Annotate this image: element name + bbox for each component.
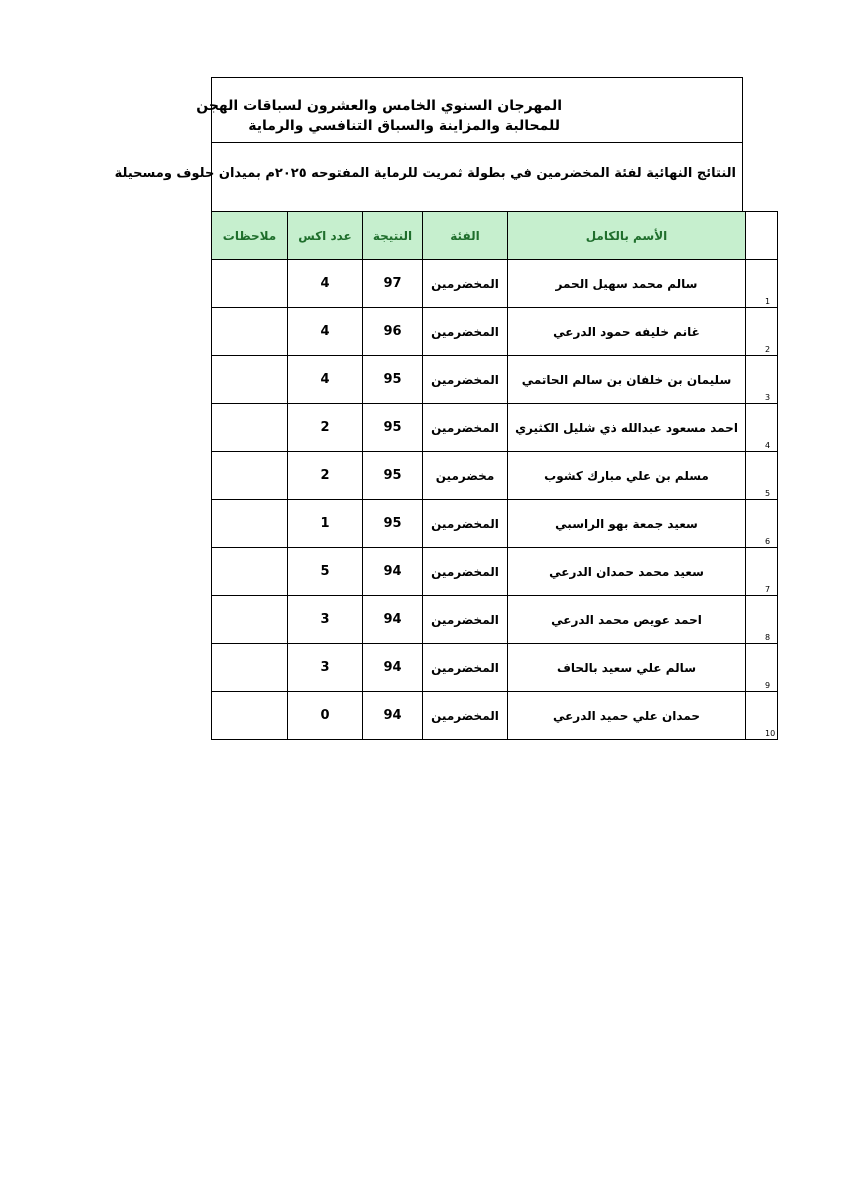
x-count-cell: 3 [288, 644, 363, 692]
category-cell: المخضرمين [423, 692, 508, 740]
score-cell: 97 [363, 260, 423, 308]
table-row [212, 644, 778, 692]
header-notes: ملاحظات [212, 212, 288, 260]
x-count-cell: 1 [288, 500, 363, 548]
row-number: 3 [765, 393, 771, 402]
results-table [211, 211, 778, 740]
results-heading-box [114, 142, 743, 212]
festival-subtitle: للمحالبة والمزاينة والسباق التنافسي والرماية [248, 118, 560, 134]
row-number: 6 [765, 537, 771, 546]
index-cell [746, 644, 778, 692]
row-number: 10 [765, 729, 776, 738]
x-count-cell: 4 [288, 356, 363, 404]
x-count-cell: 0 [288, 692, 363, 740]
category-cell: المخضرمين [423, 596, 508, 644]
table-row [212, 500, 778, 548]
table-header-row [212, 212, 778, 260]
name-cell: سالم محمد سهيل الحمر [508, 260, 746, 308]
index-cell [746, 548, 778, 596]
category-cell: المخضرمين [423, 548, 508, 596]
table-row [212, 308, 778, 356]
row-number: 7 [765, 585, 771, 594]
name-cell: مسلم بن علي مبارك كشوب [508, 452, 746, 500]
table-row [212, 692, 778, 740]
category-cell: المخضرمين [423, 500, 508, 548]
row-number: 1 [765, 297, 771, 306]
x-count-cell: 2 [288, 452, 363, 500]
x-count-cell: 5 [288, 548, 363, 596]
table-row [212, 404, 778, 452]
notes-cell [212, 308, 288, 356]
table-row [212, 260, 778, 308]
category-cell: مخضرمين [423, 452, 508, 500]
name-cell: غانم خليفه حمود الدرعي [508, 308, 746, 356]
score-cell: 94 [363, 596, 423, 644]
index-cell [746, 452, 778, 500]
score-cell: 94 [363, 548, 423, 596]
category-cell: المخضرمين [423, 308, 508, 356]
table-row [212, 596, 778, 644]
name-cell: سليمان بن خلفان بن سالم الحاتمي [508, 356, 746, 404]
x-count-cell: 4 [288, 260, 363, 308]
row-number: 8 [765, 633, 771, 642]
index-cell [746, 404, 778, 452]
name-cell: سالم علي سعيد بالحاف [508, 644, 746, 692]
notes-cell [212, 692, 288, 740]
score-cell: 94 [363, 644, 423, 692]
title-box [196, 77, 743, 143]
notes-cell [212, 356, 288, 404]
index-cell [746, 500, 778, 548]
row-number: 5 [765, 489, 771, 498]
score-cell: 95 [363, 356, 423, 404]
row-number: 9 [765, 681, 771, 690]
table-row [212, 356, 778, 404]
header-index [746, 212, 778, 260]
results-heading: النتائج النهائية لفئة المخضرمين في بطولة ثمريت للرماية المفتوحه ٢٠٢٥م بميدان حلوف ومسحيلة [114, 166, 736, 181]
score-cell: 95 [363, 452, 423, 500]
header-score: النتيجة [363, 212, 423, 260]
index-cell [746, 260, 778, 308]
x-count-cell: 3 [288, 596, 363, 644]
name-cell: حمدان علي حميد الدرعي [508, 692, 746, 740]
index-cell [746, 356, 778, 404]
table-row [212, 548, 778, 596]
row-number: 2 [765, 345, 771, 354]
festival-title: المهرجان السنوي الخامس والعشرون لسباقات الهجن [196, 98, 562, 114]
notes-cell [212, 500, 288, 548]
table-body [212, 260, 778, 740]
notes-cell [212, 260, 288, 308]
category-cell: المخضرمين [423, 356, 508, 404]
score-cell: 94 [363, 692, 423, 740]
score-cell: 95 [363, 404, 423, 452]
table-row [212, 452, 778, 500]
score-cell: 95 [363, 500, 423, 548]
notes-cell [212, 404, 288, 452]
notes-cell [212, 596, 288, 644]
header-x-count: عدد اكس [288, 212, 363, 260]
header-category: الفئة [423, 212, 508, 260]
notes-cell [212, 548, 288, 596]
row-number: 4 [765, 441, 771, 450]
category-cell: المخضرمين [423, 404, 508, 452]
name-cell: احمد عويص محمد الدرعي [508, 596, 746, 644]
x-count-cell: 4 [288, 308, 363, 356]
notes-cell [212, 452, 288, 500]
category-cell: المخضرمين [423, 260, 508, 308]
name-cell: سعيد محمد حمدان الدرعي [508, 548, 746, 596]
index-cell [746, 692, 778, 740]
name-cell: احمد مسعود عبدالله ذي شليل الكثيري [508, 404, 746, 452]
header-name: الأسم بالكامل [508, 212, 746, 260]
notes-cell [212, 644, 288, 692]
index-cell [746, 596, 778, 644]
x-count-cell: 2 [288, 404, 363, 452]
category-cell: المخضرمين [423, 644, 508, 692]
index-cell [746, 308, 778, 356]
name-cell: سعيد جمعة بهو الراسبي [508, 500, 746, 548]
score-cell: 96 [363, 308, 423, 356]
